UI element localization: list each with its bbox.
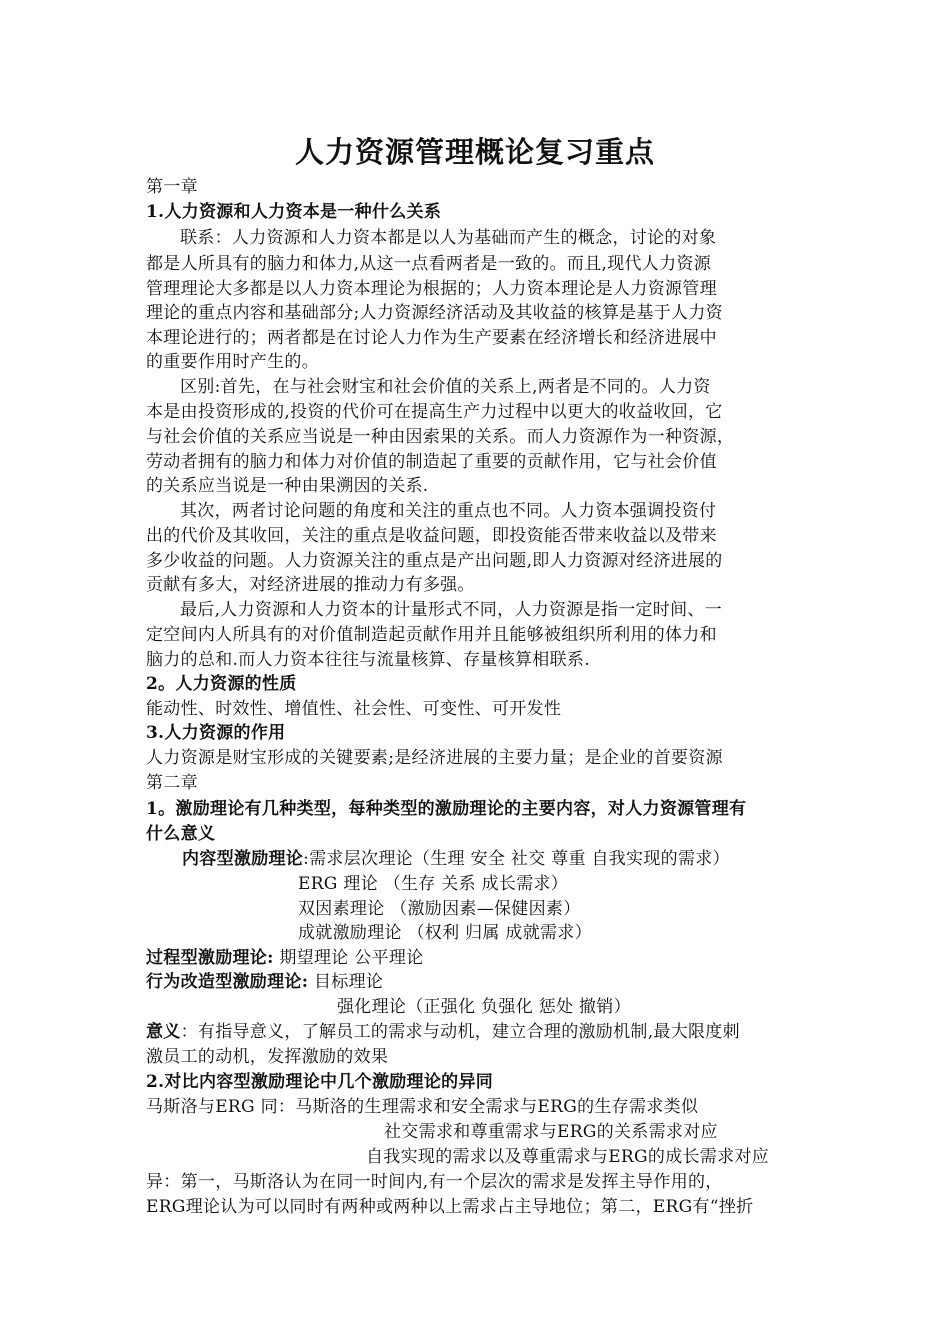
paragraph-line: 劳动者拥有的脑力和体力对价值的制造起了重要的贡献作用，它与社会价值 (146, 452, 717, 472)
term-label: 意义 (146, 1022, 181, 1042)
paragraph-line: 激员工的动机，发挥激励的效果 (146, 1047, 389, 1067)
paragraph-line: 异：第一，马斯洛认为在同一时间内,有一个层次的需求是发挥主导作用的， (146, 1172, 723, 1192)
term-content: :需求层次理论（生理 安全 社交 尊重 自我实现的需求） (303, 849, 730, 869)
paragraph-line: 与社会价值的关系应当说是一种由因索果的关系。而人力资源作为一种资源， (146, 427, 735, 447)
term-content: 目标理论 (308, 972, 384, 992)
paragraph-line: 出的代价及其收回，关注的重点是收益问题，即投资能否带来收益以及带来 (146, 526, 717, 546)
paragraph-line: 联系：人力资源和人力资本都是以人为基础而产生的概念，讨论的对象 (180, 228, 717, 248)
term-label: 行为改造型激励理论: (146, 972, 309, 992)
section-heading: 2。人力资源的性质 (146, 674, 297, 694)
paragraph-line: 其次，两者讨论问题的角度和关注的重点也不同。人力资本强调投资付 (180, 501, 717, 521)
term-content: 期望理论 公平理论 (273, 948, 424, 968)
term-label: 内容型激励理论 (182, 849, 304, 869)
paragraph-line: 区别:首先，在与社会财宝和社会价值的关系上,两者是不同的。人力资 (180, 377, 711, 397)
list-item: ERG 理论 （生存 关系 成长需求） (298, 874, 569, 894)
list-item (146, 970, 383, 994)
paragraph-line: ERG理论认为可以同时有两种或两种以上需求占主导地位；第二，ERG有“挫折 (146, 1197, 754, 1217)
section-heading: 1。激励理论有几种类型，每种类型的激励理论的主要内容，对人力资源管理有 (146, 799, 747, 819)
term-content: ：有指导意义，了解员工的需求与动机，建立合理的激励机制,最大限度刺 (180, 1022, 740, 1042)
paragraph-line: 定空间内人所具有的对价值制造起贡献作用并且能够被组织所利用的体力和 (146, 625, 717, 645)
paragraph-line: 都是人所具有的脑力和体力,从这一点看两者是一致的。而且,现代人力资源 (146, 254, 712, 274)
section-heading: 2.对比内容型激励理论中几个激励理论的异同 (146, 1072, 494, 1092)
list-item: 成就激励理论 （权利 归属 成就需求） (298, 923, 592, 943)
term-label: 过程型激励理论: (146, 948, 274, 968)
paragraph-line: 多少收益的问题。人力资源关注的重点是产出问题,即人力资源对经济进展的 (146, 551, 723, 571)
paragraph-line: 能动性、时效性、增值性、社会性、可变性、可开发性 (146, 699, 562, 719)
paragraph-line: 的关系应当说是一种由果溯因的关系. (146, 476, 429, 496)
paragraph-line: 本理论进行的；两者都是在讨论人力作为生产要素在经济增长和经济进展中 (146, 328, 717, 348)
paragraph-line: 人力资源是财宝形成的关键要素;是经济进展的主要力量；是企业的首要资源 (146, 748, 723, 768)
list-item: 双因素理论 （激励因素—保健因素） (298, 899, 581, 919)
paragraph-line: 贡献有多大，对经济进展的推动力有多强。 (146, 575, 475, 595)
list-item (146, 946, 424, 970)
list-item: 强化理论（正强化 负强化 惩处 撤销） (337, 997, 631, 1017)
paragraph-line: 的重要作用时产生的。 (146, 352, 319, 372)
paragraph-line: 本是由投资形成的,投资的代价可在提高生产力过程中以更大的收益收回，它 (146, 402, 723, 422)
list-item (182, 847, 730, 871)
chapter-heading: 第一章 (146, 177, 198, 197)
paragraph-line: 社交需求和尊重需求与ERG的关系需求对应 (384, 1122, 718, 1142)
section-heading: 3.人力资源的作用 (146, 723, 286, 743)
paragraph-line: 自我实现的需求以及尊重需求与ERG的成长需求对应 (366, 1147, 769, 1167)
section-heading: 1.人力资源和人力资本是一种什么关系 (146, 202, 442, 222)
paragraph-line: 管理理论大多都是以人力资本理论为根据的；人力资本理论是人力资源管理 (146, 279, 717, 299)
paragraph-line: 马斯洛与ERG 同：马斯洛的生理需求和安全需求与ERG的生存需求类似 (146, 1097, 699, 1117)
chapter-heading: 第二章 (146, 773, 198, 793)
document-title: 人力资源管理概论复习重点 (294, 135, 655, 169)
paragraph-line: 理论的重点内容和基础部分;人力资源经济活动及其收益的核算是基于人力资 (146, 303, 723, 323)
paragraph-line (146, 1020, 740, 1044)
section-heading: 什么意义 (146, 824, 216, 844)
paragraph-line: 脑力的总和.而人力资本往往与流量核算、存量核算相联系. (146, 650, 590, 670)
paragraph-line: 最后,人力资源和人力资本的计量形式不同，人力资源是指一定时间、一 (180, 600, 723, 620)
